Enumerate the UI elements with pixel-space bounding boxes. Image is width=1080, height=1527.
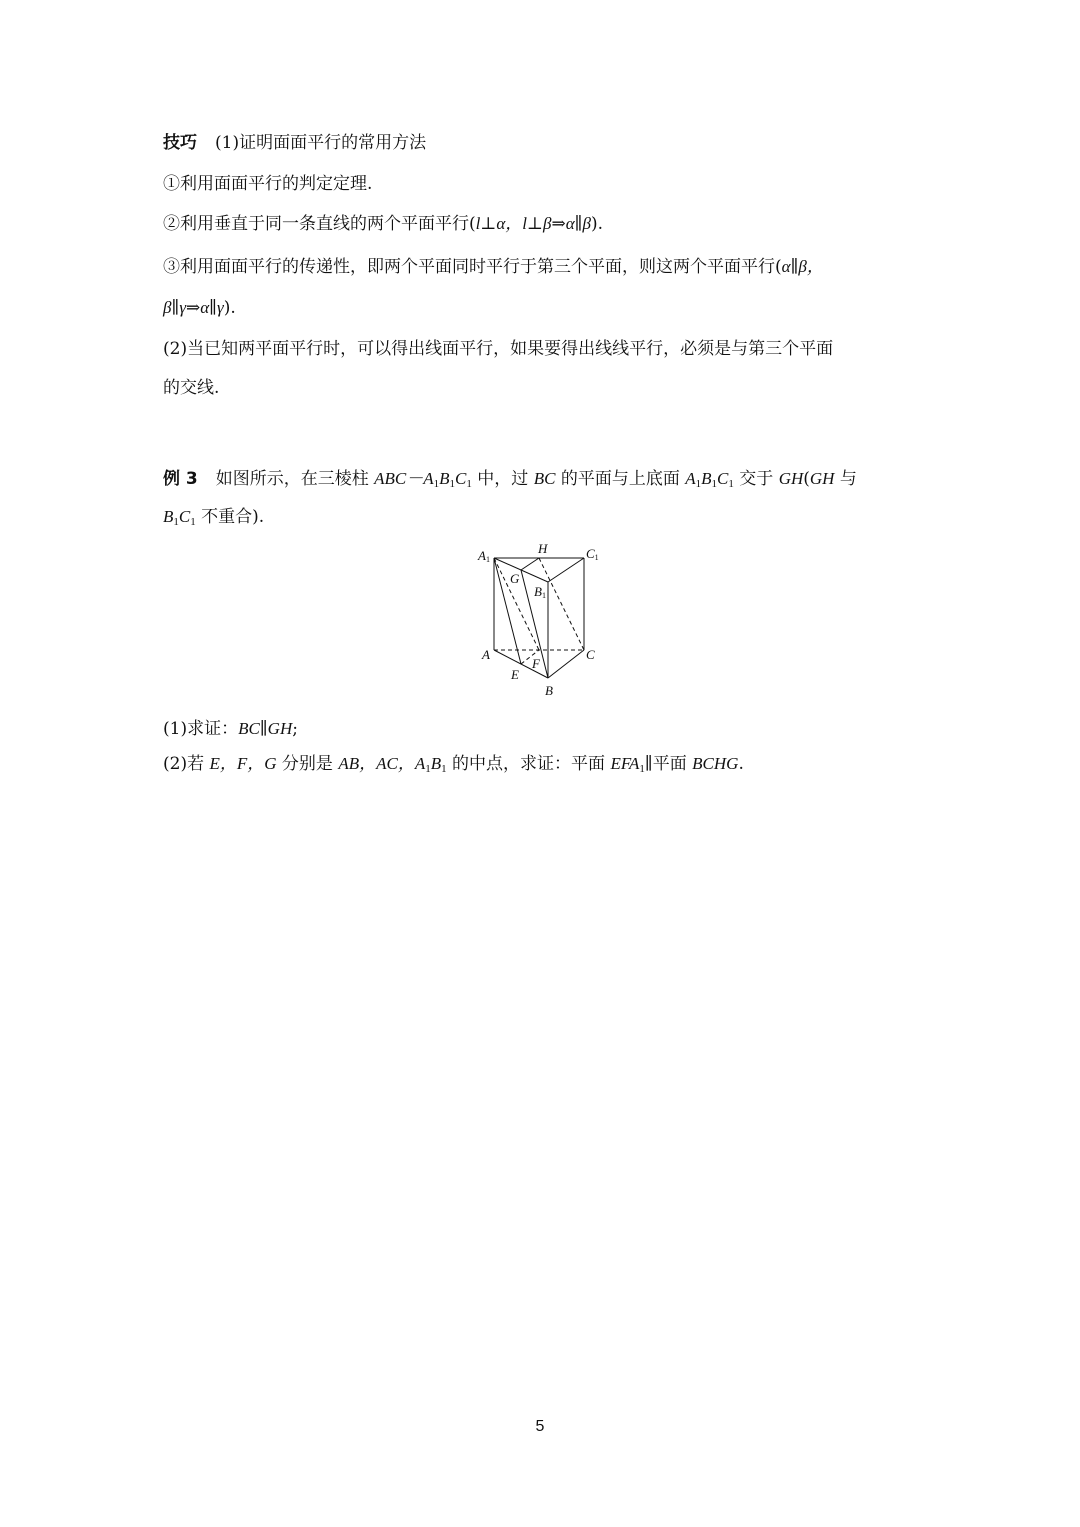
tip-item-3-cont: β∥γ⇒α∥γ). <box>163 298 236 318</box>
edge-a1-b1 <box>494 558 548 582</box>
label-a: A <box>482 647 490 662</box>
page-number: 5 <box>535 1418 545 1435</box>
tip-part2-line2: 的交线. <box>163 378 220 398</box>
edge-b-c <box>548 650 584 678</box>
label-b1: B1 <box>534 584 546 600</box>
tip-item-3: ③利用面面平行的传递性，即两个平面同时平行于第三个平面，则这两个平面平行(α∥β， <box>163 257 824 277</box>
line-g-h <box>521 558 539 570</box>
question-2: (2)若 E，F，G 分别是 AB，AC，$A_1B_1$ 的中点，求证：平面 $EFA_1\parallel$平面 BCHG. <box>163 754 744 775</box>
edge-b1-c1 <box>548 558 584 582</box>
example-label: 例 3 <box>163 469 198 489</box>
example-line2: $B_1C_1$ 不重合). <box>163 507 265 528</box>
label-e: E <box>511 667 519 682</box>
tip-item-1: ①利用面面平行的判定定理. <box>163 174 373 194</box>
label-b: B <box>545 683 553 698</box>
label-g: G <box>510 571 520 586</box>
question-1: (1)求证：BC∥GH; <box>163 719 298 739</box>
label-f: F <box>532 656 540 671</box>
tip-title: (1)证明面面平行的常用方法 <box>215 133 427 153</box>
tip-part2-line1: (2)当已知两平面平行时，可以得出线面平行，如果要得出线线平行，必须是与第三个平面 <box>163 339 834 359</box>
line-h-c <box>539 558 584 650</box>
example-line1: 例 3 如图所示，在三棱柱 $ABC-A_1B_1C_1$ 中，过 BC 的平面与上底面 $A_1B_1C_1$ 交于 GH(GH 与 <box>163 469 857 490</box>
label-h: H <box>538 541 548 556</box>
label-c1: C1 <box>586 546 599 562</box>
tip-label: 技巧 <box>163 133 197 153</box>
label-c: C <box>586 647 595 662</box>
tip-item-2: ②利用垂直于同一条直线的两个平面平行(l⊥α，l⊥β⇒α∥β). <box>163 214 603 234</box>
tip-heading <box>163 131 426 155</box>
prism-figure <box>470 538 610 698</box>
label-a1: A1 <box>478 548 490 564</box>
